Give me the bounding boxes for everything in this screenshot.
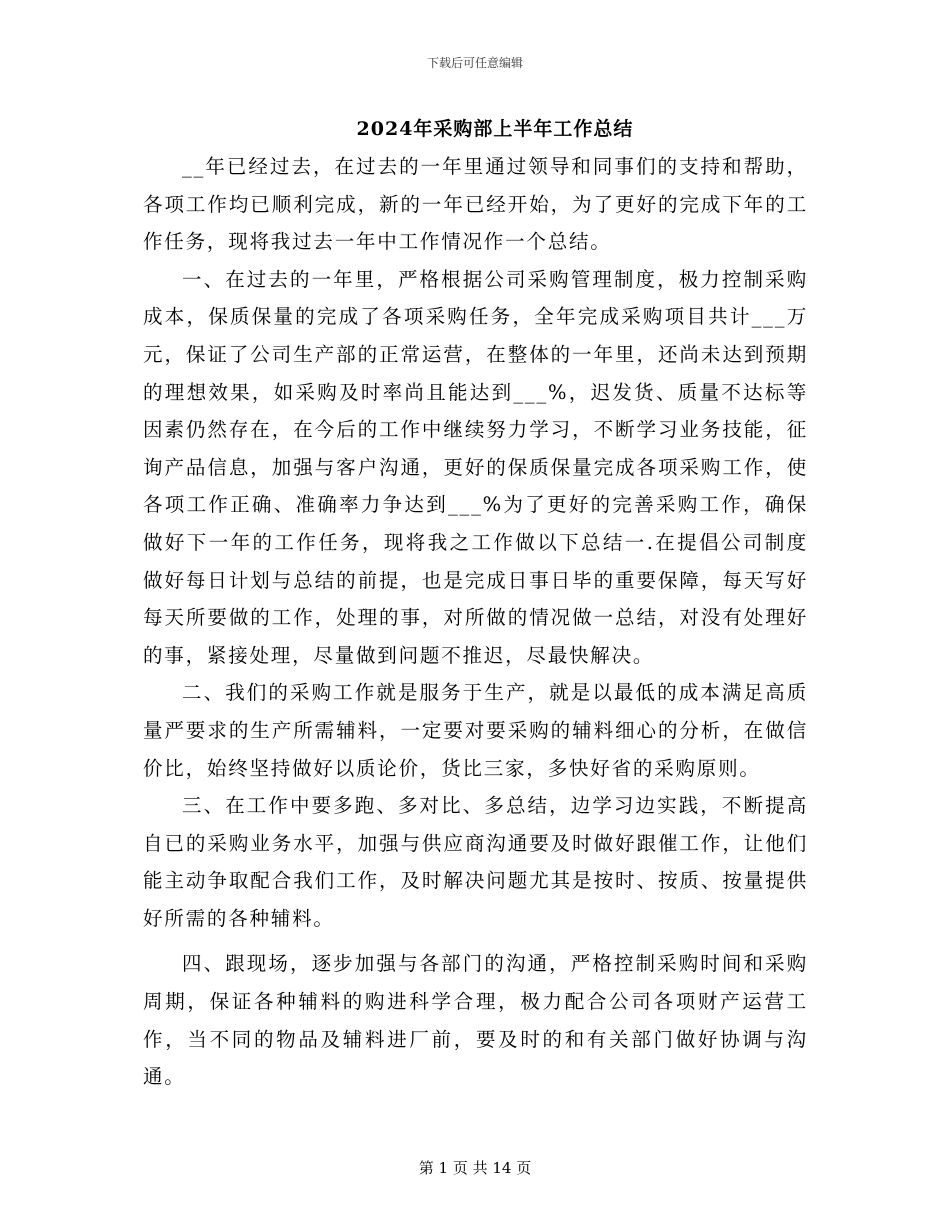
paragraph-intro: __年已经过去，在过去的一年里通过领导和同事们的支持和帮助，各项工作均已顺利完成，新的一年已经开始，为了更好的完成下年的工作任务，现将我过去一年中工作情况作一个总结。 <box>143 155 808 254</box>
document-title: 2024年采购部上半年工作总结 <box>356 118 634 140</box>
page-number: 第 1 页 共 14 页 <box>418 1159 532 1177</box>
paragraph-section-1: 一、在过去的一年里，严格根据公司采购管理制度，极力控制采购成本，保质保量的完成了各项采购任务，全年完成采购项目共计___万元，保证了公司生产部的正常运营，在整体的一年里，还尚未达到预期的理想效果，如采购及时率尚且能达到___%，迟发货、质量不达标等因素仍然存在，在今后的工作中继续努力学习，不断学习业务技能，征询产品信息，加强与客户沟通，更好的保质保量完成各项采购工作，使各项工作正确、准确率力争达到___%为了更好的完善采购工作，确保做好下一年的工作任务，现将我之工作做以下总结一.在提倡公司制度做好每日计划与总结的前提，也是完成日事日毕的重要保障，每天写好每天所要做的工作，处理的事，对所做的情况做一总结，对没有处理好的事，紧接处理，尽量做到问题不推迟，尽最快解决。 <box>143 267 808 667</box>
header-note: 下载后可任意编辑 <box>426 56 523 70</box>
paragraph-section-2: 二、我们的采购工作就是服务于生产，就是以最低的成本满足高质量严要求的生产所需辅料，一定要对要采购的辅料细心的分析，在做信价比，始终坚持做好以质论价，货比三家，多快好省的采购原则。 <box>143 681 808 780</box>
paragraph-section-3: 三、在工作中要多跑、多对比、多总结，边学习边实践，不断提高自已的采购业务水平，加强与供应商沟通要及时做好跟催工作，让他们能主动争取配合我们工作，及时解决问题尤其是按时、按质、按量提供好所需的各种辅料。 <box>143 794 808 930</box>
paragraph-section-4: 四、跟现场，逐步加强与各部门的沟通，严格控制采购时间和采购周期，保证各种辅料的购进科学合理，极力配合公司各项财产运营工作，当不同的物品及辅料进厂前，要及时的和有关部门做好协调与沟通。 <box>143 952 808 1089</box>
document-body <box>143 148 808 1096</box>
